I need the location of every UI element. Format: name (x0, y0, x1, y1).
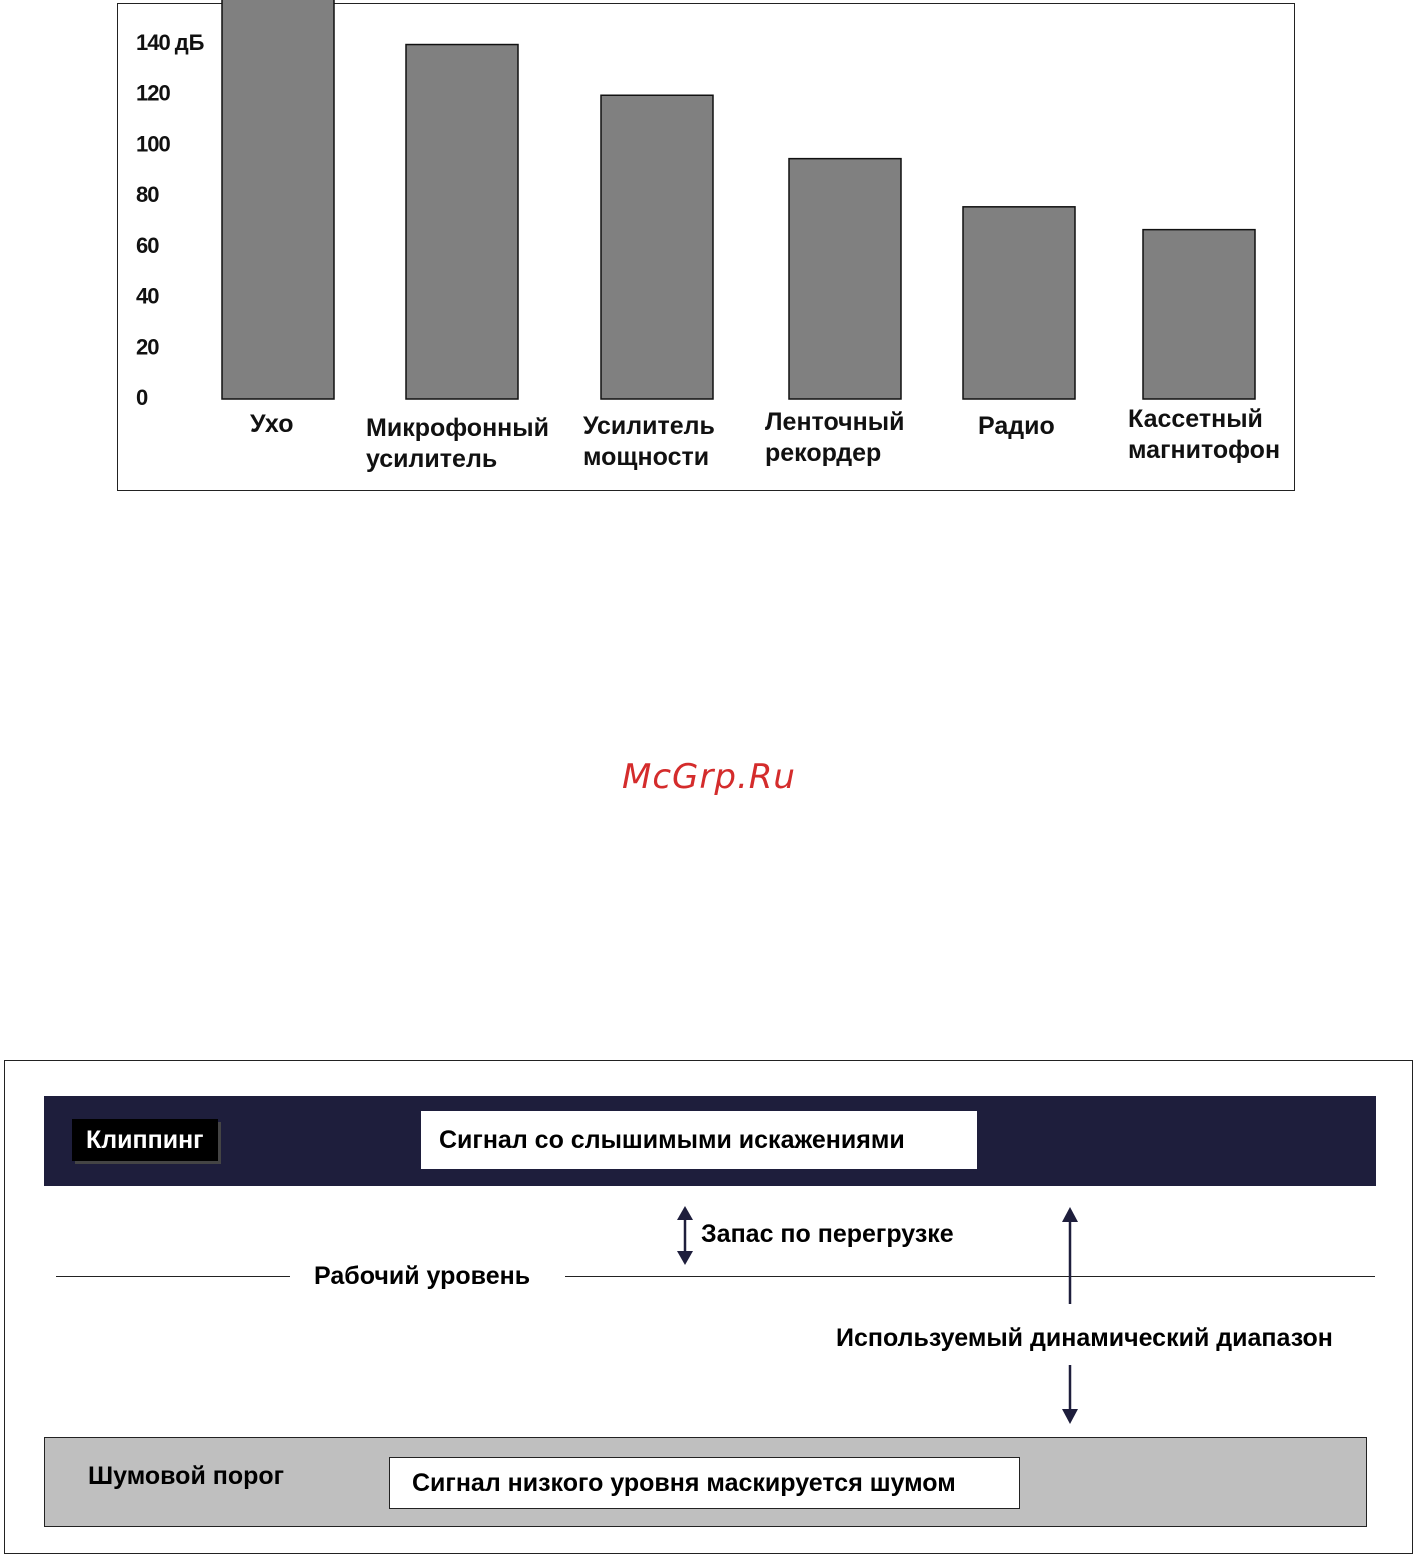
category-label-line: рекордер (765, 439, 882, 467)
clipping-label: Клиппинг (72, 1119, 218, 1161)
dynamic-range-label: Используемый динамический диапазон (836, 1324, 1333, 1352)
y-tick-label: 0 (136, 385, 148, 410)
category-label-line: Микрофонный (366, 414, 549, 442)
y-tick-label: 40 (136, 283, 159, 309)
noise-note: Сигнал низкого уровня маскируется шумом (389, 1457, 1020, 1509)
y-tick-label: 60 (136, 232, 159, 258)
category-label-line: магнитофон (1128, 436, 1281, 464)
category-label-line: Кассетный (1128, 405, 1263, 433)
y-tick-label: 120 (136, 80, 170, 106)
category-label-line: Ухо (250, 410, 294, 438)
working-level-label: Рабочий уровень (314, 1262, 531, 1290)
category-label-line: Ленточный (765, 408, 905, 436)
y-tick-label: 100 (136, 131, 170, 157)
category-label-line: Радио (978, 412, 1055, 440)
category-label-line: мощности (583, 443, 710, 471)
dynamic-range-up-arrow-icon (1062, 1207, 1078, 1304)
category-label-line: Усилитель (583, 412, 715, 440)
y-tick-label: 80 (136, 182, 159, 208)
y-tick-label: 140 дБ (136, 30, 205, 55)
y-tick-label: 20 (136, 334, 159, 360)
dynamic-range-down-arrow-icon (1062, 1365, 1078, 1424)
watermark: McGrp.Ru (622, 757, 796, 797)
headroom-arrow-icon (677, 1206, 693, 1265)
y-unit-label: дБ (174, 30, 205, 55)
headroom-label: Запас по перегрузке (701, 1220, 954, 1248)
noise-floor-label: Шумовой порог (88, 1462, 285, 1490)
category-label-line: усилитель (366, 445, 498, 473)
clipping-note: Сигнал со слышимыми искажениями (421, 1111, 977, 1169)
